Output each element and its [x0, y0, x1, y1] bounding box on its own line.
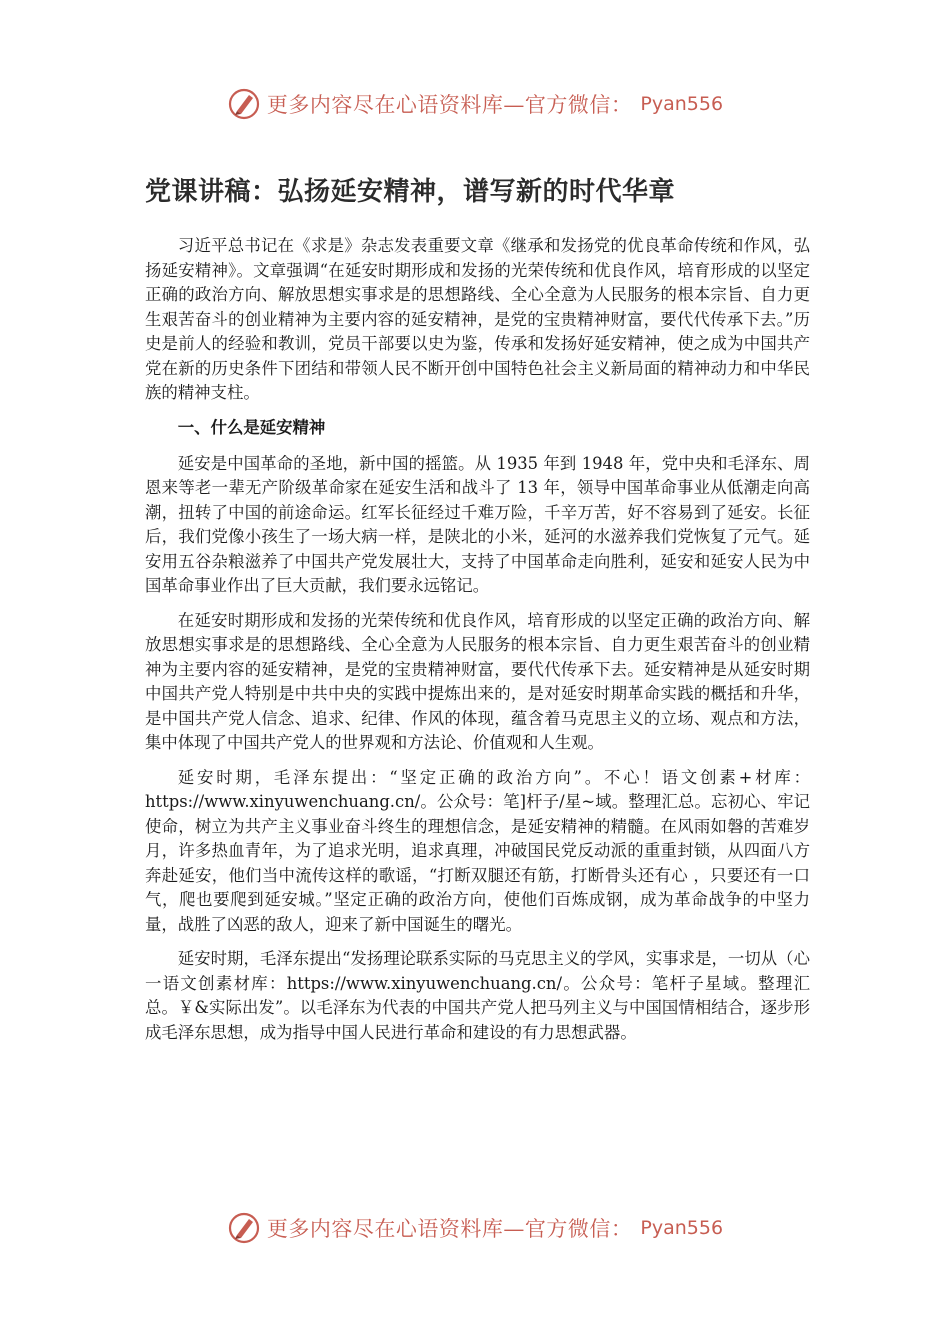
body-paragraph: 延安时期，毛泽东提出“发扬理论联系实际的马克思主义的学风，实事求是，一切从（心一语文创素材库：https://www.xinyuwenchuang.cn/。公众号：笔杆子星域。整理汇总。￥&实际出发”。以毛泽东为代表的中国共产党人把马列主义与中国国情相结合，逐步形成毛泽东思想，成为指导中国人民进行革命和建设的有力思想武器。: [145, 949, 810, 1042]
section-heading: 一、什么是延安精神: [177, 417, 326, 437]
article: [145, 172, 810, 1055]
intro-paragraph: 习近平总书记在《求是》杂志发表重要文章《继承和发扬党的优良革命传统和作风，弘扬延安精神》。文章强调“在延安时期形成和发扬的光荣传统和优良作风，培育形成的以坚定正确的政治方向、解放思想实事求是的思想路线、全心全意为人民服务的根本宗旨、自力更生艰苦奋斗的创业精神为主要内容的延安精神，是党的宝贵精神财富，要代代传承下去。”历史是前人的经验和教训，党员干部要以史为鉴，传承和发扬好延安精神，使之成为中国共产党在新的历史条件下团结和带领人民不断开创中国特色社会主义新局面的精神动力和中华民族的精神支柱。: [145, 236, 810, 402]
banner-text: 更多内容尽在心语资料库—官方微信：: [266, 1217, 633, 1241]
body-paragraph: 延安是中国革命的圣地，新中国的摇篮。从 1935 年到 1948 年，党中央和毛泽东、周恩来等老一辈无产阶级革命家在延安生活和战斗了 13 年，领导中国革命事业从低潮走向高潮，扭转了中国的前途命运。红军长征经过千难万险，千辛万苦，好不容易到了延安。长征后，我们党像小孩生了一场大病一样，是陕北的小米，延河的水滋养我们党恢复了元气。延安用五谷杂粮滋养了中国共产党发展壮大，支持了中国革命走向胜利，延安和延安人民为中国革命事业作出了巨大贡献，我们要永远铭记。: [145, 453, 810, 595]
banner-wechat-id: Pyan556: [640, 93, 724, 115]
article-title: 党课讲稿：弘扬延安精神，谱写新的时代华章: [145, 177, 676, 207]
body-paragraph: 在延安时期形成和发扬的光荣传统和优良作风，培育形成的以坚定正确的政治方向、解放思想实事求是的思想路线、全心全意为人民服务的根本宗旨、自力更生艰苦奋斗的创业精神为主要内容的延安精神，是党的宝贵精神财富，要代代传承下去。延安精神是从延安时期中国共产党人特别是中共中央的实践中提炼出来的，是对延安时期革命实践的概括和升华，是中国共产党人信念、追求、纪律、作风的体现，蕴含着马克思主义的立场、观点和方法，集中体现了中国共产党人的世界观和方法论、价值观和人生观。: [145, 610, 810, 752]
banner-text: 更多内容尽在心语资料库—官方微信：: [266, 93, 633, 117]
pen-logo-icon: [227, 1211, 261, 1245]
header-banner: [0, 84, 950, 124]
footer-banner: [0, 1208, 950, 1248]
body-paragraph: 延安时期，毛泽东提出：“坚定正确的政治方向”。不心！语文创素+材库：https://www.xinyuwenchuang.cn/。公众号：笔]杆子/星~域。整理汇总。忘初心、牢记使命，树立为共产主义事业奋斗终生的理想信念，是延安精神的精髓。在风雨如磐的苦难岁月，许多热血青年，为了追求光明，追求真理，冲破国民党反动派的重重封锁，从四面八方奔赴延安，他们当中流传这样的歌谣，“打断双腿还有筋，打断骨头还有心 ，只要还有一口气，爬也要爬到延安城。”坚定正确的政治方向，使他们百炼成钢，成为革命战争的中坚力量，战胜了凶恶的敌人，迎来了新中国诞生的曙光。: [145, 767, 810, 934]
pen-logo-icon: [227, 87, 261, 121]
banner-wechat-id: Pyan556: [640, 1217, 724, 1239]
